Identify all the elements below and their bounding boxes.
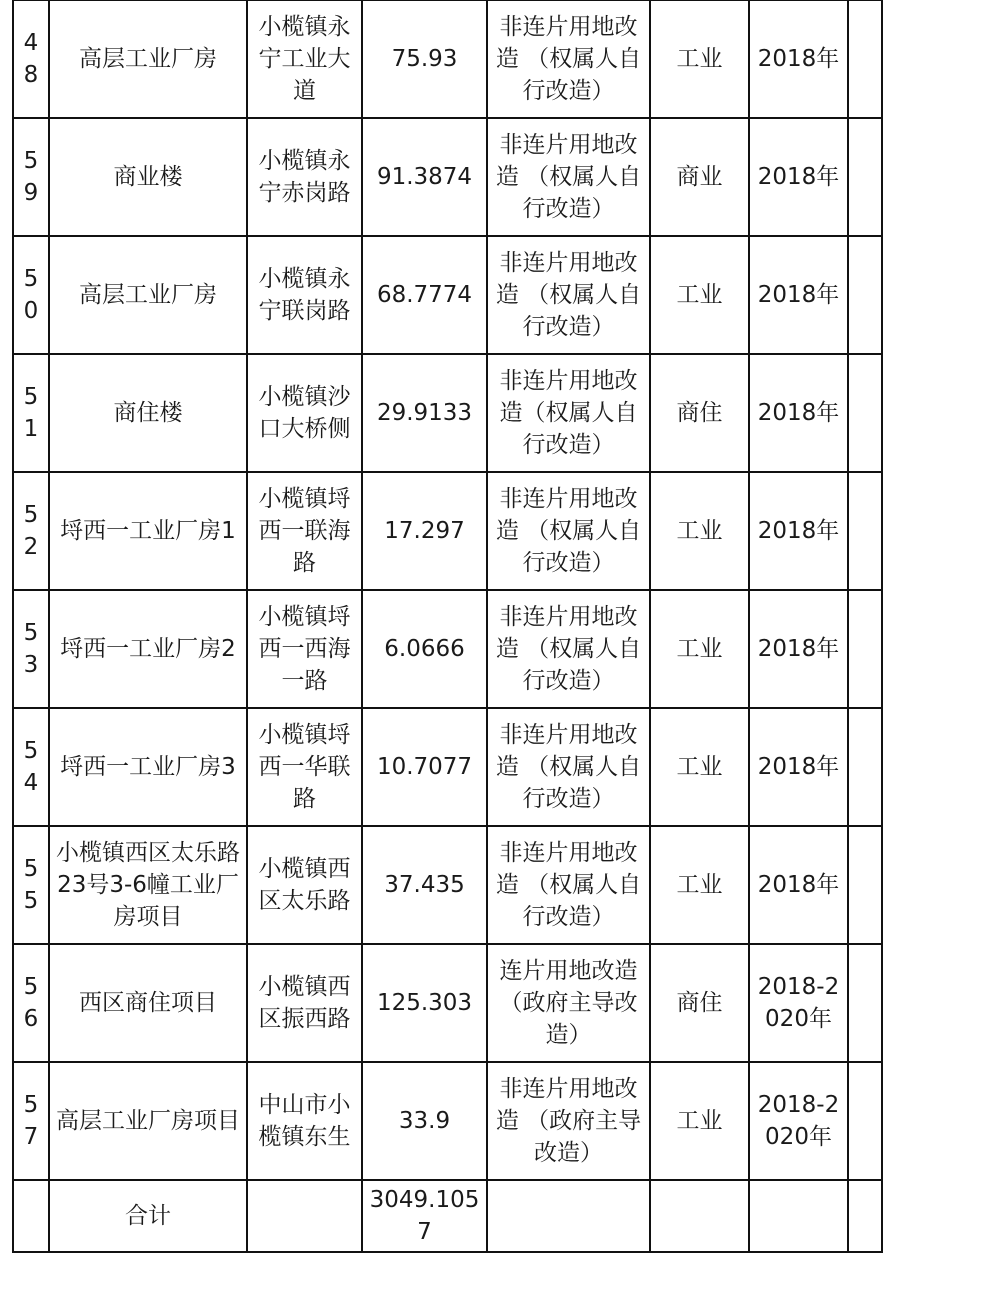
row-number: 50: [13, 236, 49, 354]
total-row: [13, 1180, 882, 1252]
implementation-year: 2018年: [749, 590, 848, 708]
project-location: 小榄镇永宁赤岗路: [247, 118, 362, 236]
project-name: 埒西一工业厂房3: [49, 708, 247, 826]
land-use: 工业: [650, 826, 749, 944]
total-area: 3049.1057: [362, 1180, 487, 1252]
total-extra-cell: [848, 1180, 882, 1252]
extra-cell: [848, 590, 882, 708]
project-location: 小榄镇沙口大桥侧: [247, 354, 362, 472]
table-row: [13, 118, 882, 236]
project-area: 91.3874: [362, 118, 487, 236]
project-location: 小榄镇永宁联岗路: [247, 236, 362, 354]
renovation-type: 连片用地改造 （政府主导改造）: [487, 944, 650, 1062]
table-row: [13, 236, 882, 354]
project-area: 37.435: [362, 826, 487, 944]
extra-cell: [848, 708, 882, 826]
project-location: 小榄镇西区太乐路: [247, 826, 362, 944]
implementation-year: 2018-2020年: [749, 1062, 848, 1180]
total-type-cell: [487, 1180, 650, 1252]
project-area: 125.303: [362, 944, 487, 1062]
extra-cell: [848, 354, 882, 472]
project-location: 小榄镇埒西一华联路: [247, 708, 362, 826]
renovation-type: 非连片用地改造 （权属人自行改造）: [487, 236, 650, 354]
land-use: 商住: [650, 944, 749, 1062]
extra-cell: [848, 0, 882, 118]
extra-cell: [848, 472, 882, 590]
implementation-year: 2018年: [749, 0, 848, 118]
total-use-cell: [650, 1180, 749, 1252]
row-number: 55: [13, 826, 49, 944]
project-name: 埒西一工业厂房1: [49, 472, 247, 590]
land-use: 工业: [650, 472, 749, 590]
implementation-year: 2018年: [749, 708, 848, 826]
land-use: 工业: [650, 1062, 749, 1180]
project-area: 29.9133: [362, 354, 487, 472]
project-name: 埒西一工业厂房2: [49, 590, 247, 708]
table-row: [13, 0, 882, 118]
row-number: 59: [13, 118, 49, 236]
renovation-type: 非连片用地改造 （权属人自行改造）: [487, 472, 650, 590]
row-number: 53: [13, 590, 49, 708]
extra-cell: [848, 236, 882, 354]
project-name: 高层工业厂房: [49, 0, 247, 118]
land-use: 商住: [650, 354, 749, 472]
renovation-type: 非连片用地改造 （权属人自行改造）: [487, 0, 650, 118]
table-row: [13, 472, 882, 590]
land-use: 工业: [650, 708, 749, 826]
project-name: 西区商住项目: [49, 944, 247, 1062]
table-row: [13, 944, 882, 1062]
project-area: 10.7077: [362, 708, 487, 826]
project-area: 6.0666: [362, 590, 487, 708]
implementation-year: 2018年: [749, 472, 848, 590]
implementation-year: 2018-2020年: [749, 944, 848, 1062]
table-row: [13, 708, 882, 826]
implementation-year: 2018年: [749, 236, 848, 354]
project-name: 高层工业厂房: [49, 236, 247, 354]
extra-cell: [848, 1062, 882, 1180]
project-location: 小榄镇埒西一联海路: [247, 472, 362, 590]
land-renovation-table: [12, 0, 883, 1253]
project-area: 17.297: [362, 472, 487, 590]
table-row: [13, 826, 882, 944]
total-no-cell: [13, 1180, 49, 1252]
extra-cell: [848, 118, 882, 236]
land-use: 工业: [650, 0, 749, 118]
renovation-type: 非连片用地改造 （权属人自行改造）: [487, 118, 650, 236]
row-number: 54: [13, 708, 49, 826]
project-area: 33.9: [362, 1062, 487, 1180]
land-use: 工业: [650, 236, 749, 354]
project-area: 75.93: [362, 0, 487, 118]
total-year-cell: [749, 1180, 848, 1252]
project-location: 小榄镇西区振西路: [247, 944, 362, 1062]
land-use: 商业: [650, 118, 749, 236]
row-number: 56: [13, 944, 49, 1062]
table-row: [13, 354, 882, 472]
implementation-year: 2018年: [749, 118, 848, 236]
row-number: 51: [13, 354, 49, 472]
project-name: 高层工业厂房项目: [49, 1062, 247, 1180]
renovation-type: 非连片用地改造（权属人自行改造）: [487, 354, 650, 472]
renovation-type: 非连片用地改造 （权属人自行改造）: [487, 826, 650, 944]
project-location: 小榄镇永宁工业大道: [247, 0, 362, 118]
row-number: 48: [13, 0, 49, 118]
project-location: 小榄镇埒西一西海一路: [247, 590, 362, 708]
project-name: 商住楼: [49, 354, 247, 472]
implementation-year: 2018年: [749, 354, 848, 472]
table-row: [13, 1062, 882, 1180]
total-label: 合计: [49, 1180, 247, 1252]
project-area: 68.7774: [362, 236, 487, 354]
total-location-cell: [247, 1180, 362, 1252]
project-name: 小榄镇西区太乐路23号3-6幢工业厂房项目: [49, 826, 247, 944]
extra-cell: [848, 944, 882, 1062]
renovation-type: 非连片用地改造 （权属人自行改造）: [487, 590, 650, 708]
row-number: 57: [13, 1062, 49, 1180]
implementation-year: 2018年: [749, 826, 848, 944]
land-use: 工业: [650, 590, 749, 708]
project-name: 商业楼: [49, 118, 247, 236]
table-row: [13, 590, 882, 708]
extra-cell: [848, 826, 882, 944]
renovation-type: 非连片用地改造 （政府主导改造）: [487, 1062, 650, 1180]
renovation-type: 非连片用地改造 （权属人自行改造）: [487, 708, 650, 826]
project-location: 中山市小榄镇东生: [247, 1062, 362, 1180]
row-number: 52: [13, 472, 49, 590]
